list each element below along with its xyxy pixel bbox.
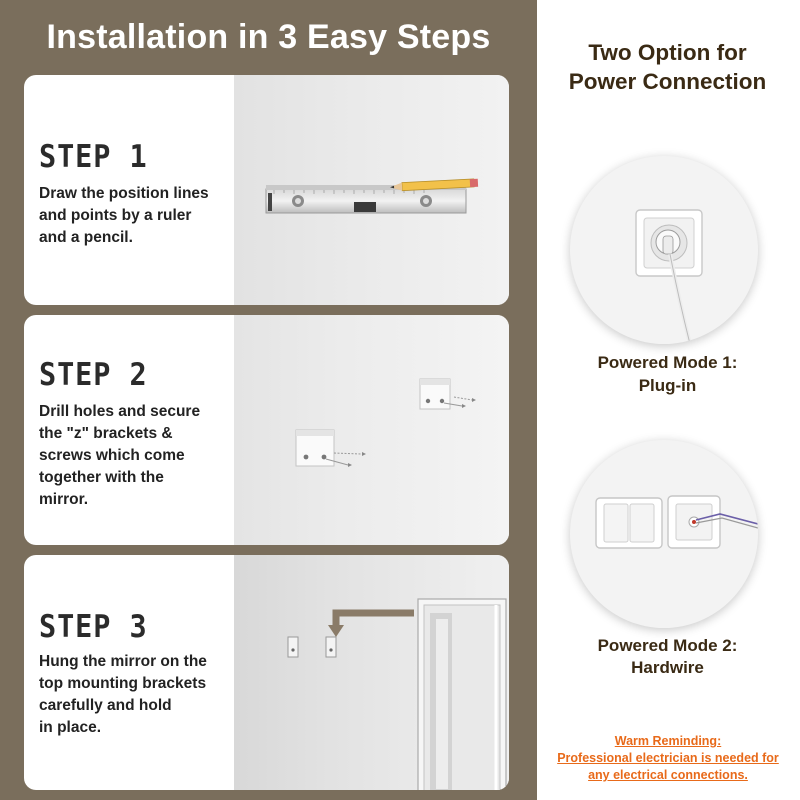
mode-1-type: Plug-in [638, 376, 697, 395]
mirror-frame [418, 599, 506, 790]
plug-in-illustration [570, 156, 758, 344]
hardwire-switch-icon [570, 440, 758, 628]
mode-2-type: Hardwire [631, 658, 704, 677]
mirror-icon [234, 555, 509, 790]
ruler-pencil-illustration [234, 75, 509, 305]
step-3-text: Hung the mirror on the top mounting brackets carefully and hold in place. [39, 653, 207, 736]
step-card-1 [24, 75, 509, 305]
hardwire-illustration [570, 440, 758, 628]
warning-text-line-1: Professional electrician is needed for [557, 751, 779, 765]
step-card-2 [24, 315, 509, 545]
step-card-3 [24, 555, 509, 790]
warning-text-line-2: any electrical connections. [588, 768, 748, 782]
step-1-text: Draw the position lines and points by a ruler and a pencil. [39, 185, 209, 246]
mode-2-label: Powered Mode 2: [597, 636, 738, 655]
step-1-heading: STEP 1 [39, 139, 148, 175]
mirror-hanging-illustration [234, 555, 509, 790]
step-2-heading: STEP 2 [39, 357, 148, 393]
z-bracket-icon [234, 315, 509, 545]
warning-heading: Warm Reminding: [614, 734, 722, 748]
mode-1-label: Powered Mode 1: [597, 353, 738, 372]
power-options-title: Two Option for Power Connection [568, 40, 767, 94]
page-title: Installation in 3 Easy Steps [46, 18, 491, 56]
ruler-icon [234, 75, 509, 305]
plug-socket-icon [570, 156, 758, 344]
step-3-heading: STEP 3 [39, 609, 148, 645]
step-2-text: Drill holes and secure the "z" brackets & screws which come together with the mirror. [39, 403, 201, 508]
brackets-illustration [234, 315, 509, 545]
